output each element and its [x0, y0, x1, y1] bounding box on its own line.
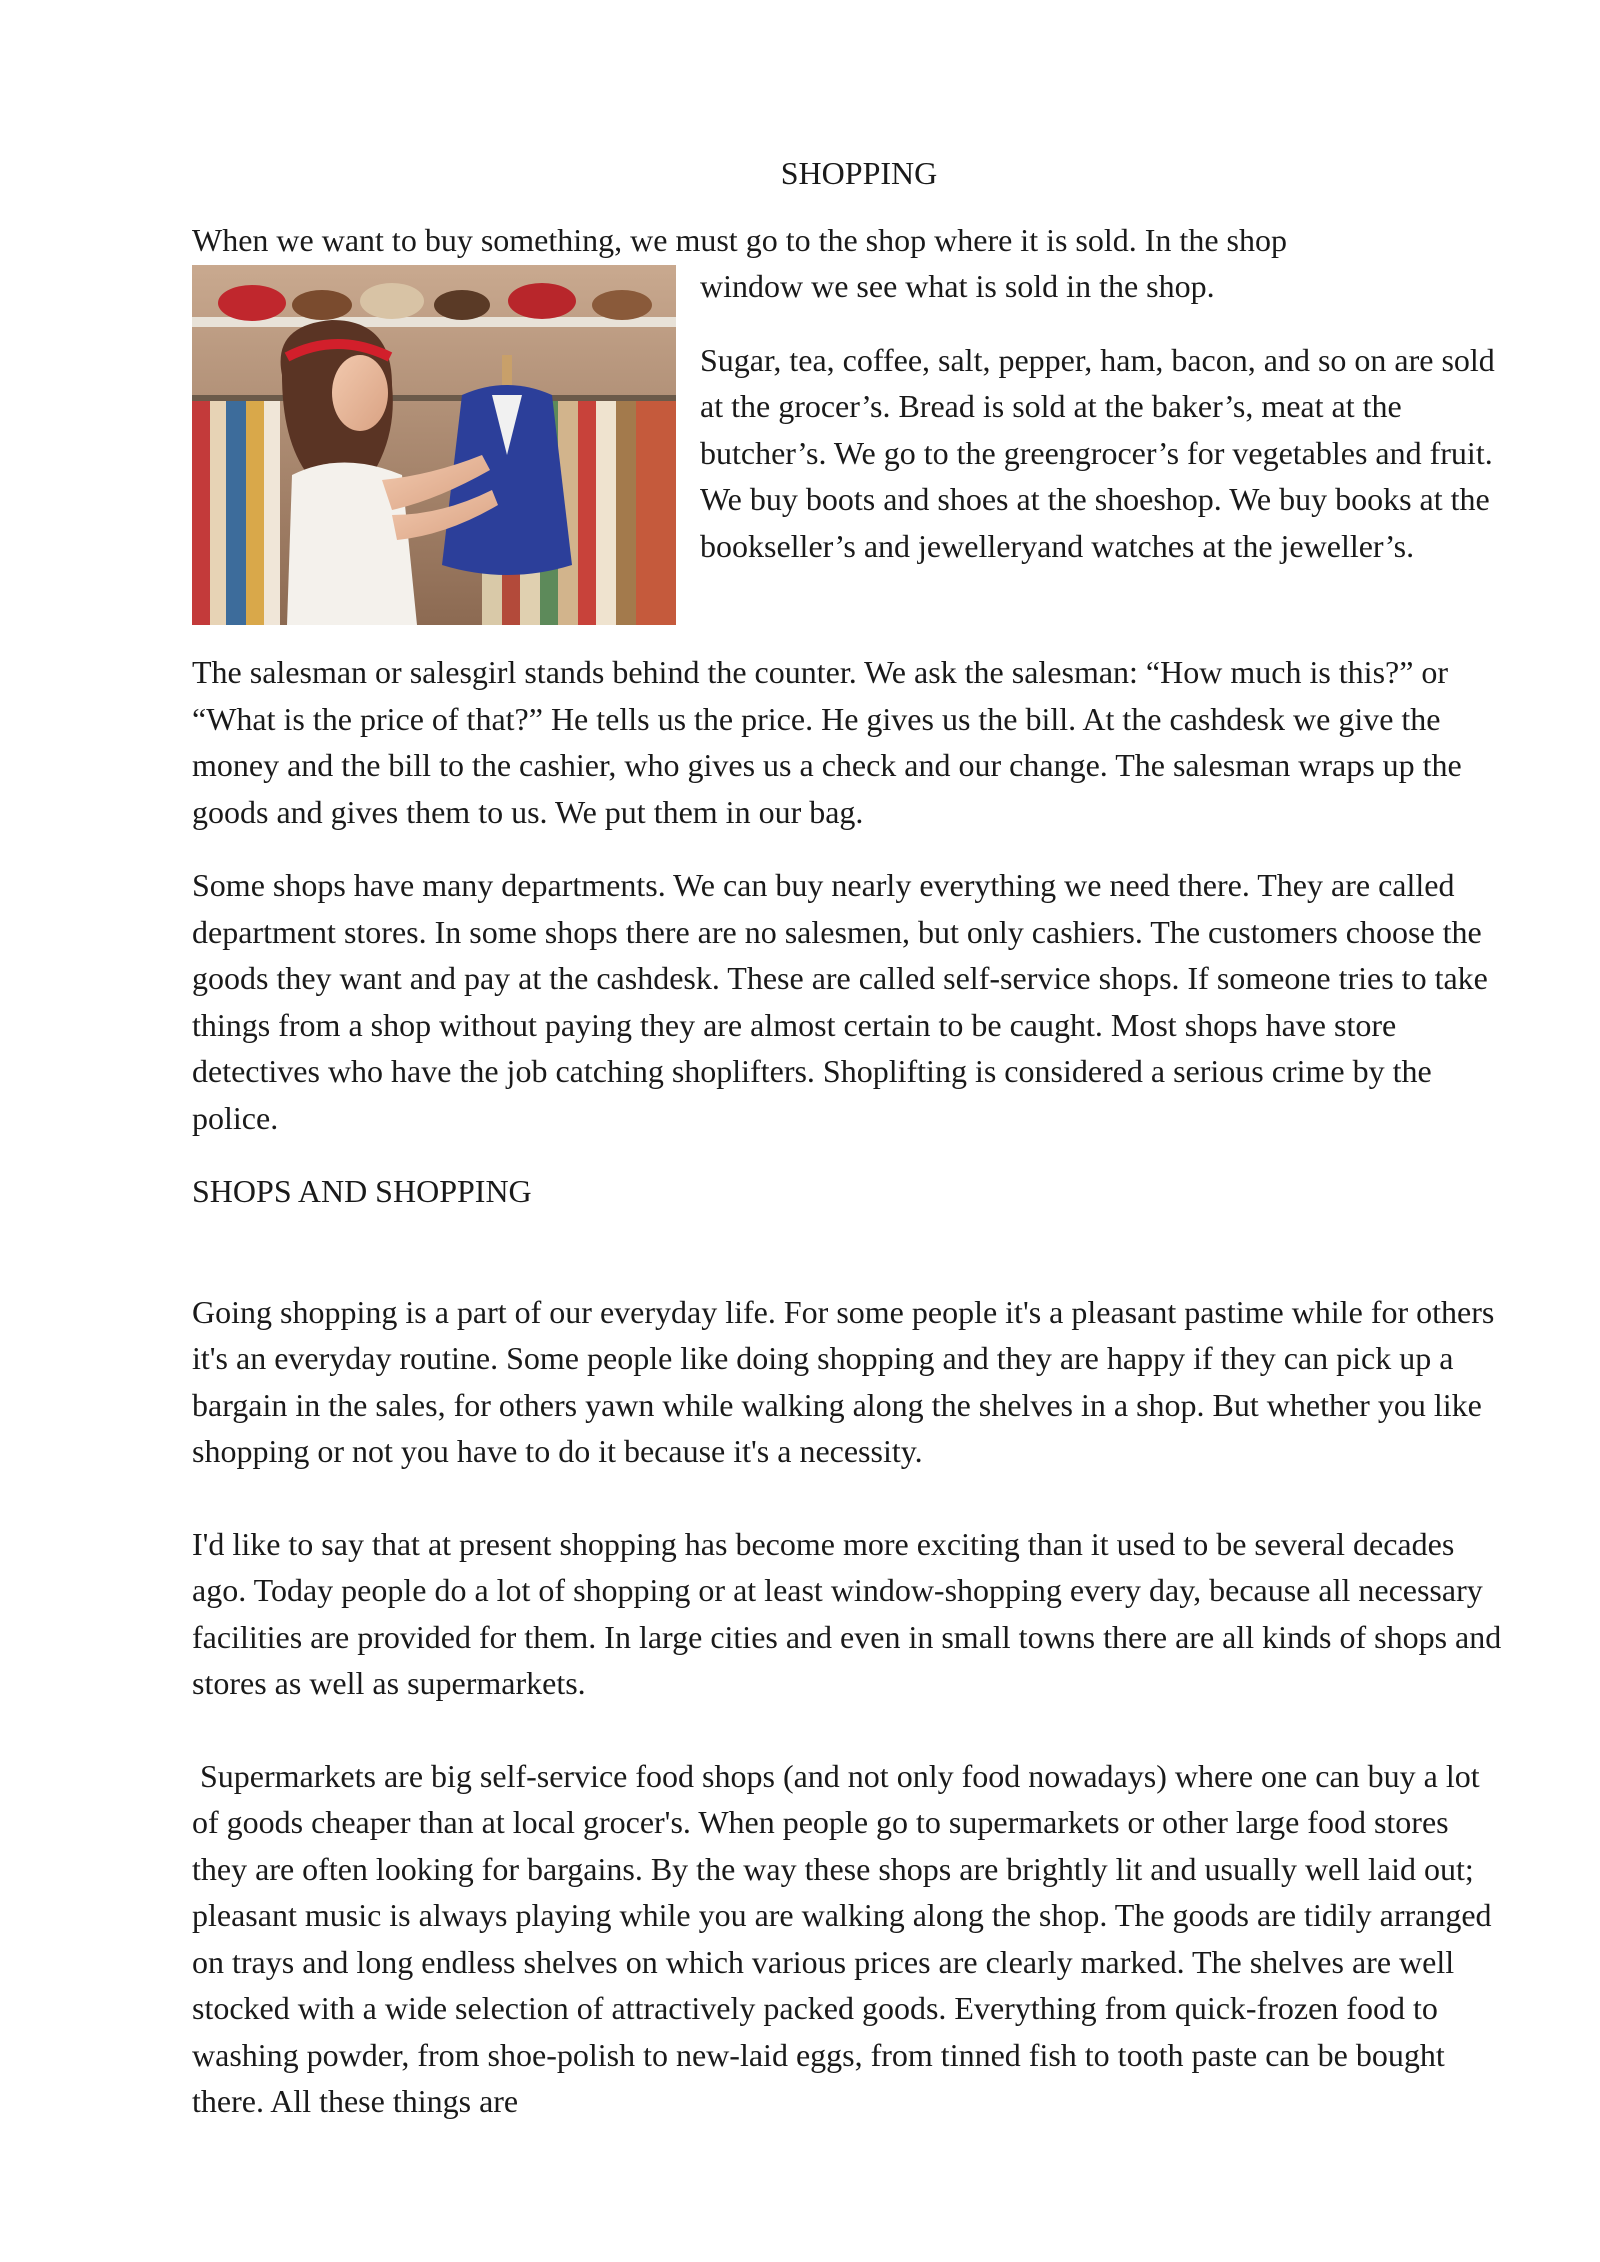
- intro-line: When we want to buy something, we must go to the shop where it is sold. In the shop: [192, 221, 1287, 258]
- document-title: SHOPPING: [780, 155, 938, 191]
- section-paragraph: I'd like to say that at present shopping has become more exciting than it used to be several decades ago. Today people do a lot of shopping or at least window-shopping every day, because all necessary facilities are provided for them. In large cities and even in small towns there are all kinds of shops and stores as well as supermarkets.: [192, 1525, 1502, 1701]
- photo-side-text: [700, 263, 1502, 569]
- body-paragraph: Some shops have many departments. We can buy nearly everything we need there. They are called department stores. In some shops there are no salesmen, but only cashiers. The customers choose the goods they want and pay at the cashdesk. These are called self-service shops. If someone tries to take things from a shop without paying they are almost certain to be caught. Most shops have store detectives who have the job catching shoplifters. Shoplifting is considered a serious crime by the police.: [192, 867, 1488, 1136]
- body-paragraph: The salesman or salesgirl stands behind the counter. We ask the salesman: “How much is this?” or “What is the price of that?” He tells us the price. He gives us the bill. At the cashdesk we give the money and the bill to the cashier, who gives us a check and our change. The salesman wraps up the goods and gives them to us. We put them in our bag.: [192, 654, 1462, 830]
- section-paragraph: Going shopping is a part of our everyday life. For some people it's a pleasant pastime while for others it's an everyday routine. Some people like doing shopping and they are happy if they can pick up a bargain in the sales, for others yawn while walking along the shelves in a shop. But whether you like shopping or not you have to do it because it's a necessity.: [192, 1293, 1495, 1469]
- section-paragraph: Supermarkets are big self-service food shops (and not only food nowadays) where one can buy a lot of goods cheaper than at local grocer's. When people go to supermarkets or other large food stores they are often looking for bargains. By the way these shops are brightly lit and usually well laid out; pleasant music is always playing while you are walking along the shop. The goods are tidily arranged on trays and long endless shelves on which various prices are clearly marked. The shelves are well stocked with a wide selection of attractively packed goods. Everything from quick-frozen food to washing powder, from shoe-polish to new-laid eggs, from tinned fish to tooth paste can be bought there. All these things are: [192, 1757, 1500, 2119]
- document-page: [192, 150, 1502, 2125]
- side-paragraph: Sugar, tea, coffee, salt, pepper, ham, bacon, and so on are sold at the grocer’s. Bread is sold at the baker’s, meat at the butcher’s. We go to the greengrocer’s for vegetables and fruit. We buy boots and shoes at the shoeshop. We buy books at the bookseller’s and jewelleryand watches at the jeweller’s.: [700, 341, 1495, 564]
- section-title: SHOPS AND SHOPPING: [192, 1173, 532, 1209]
- woman-shopping-clothes-photo: [192, 265, 676, 625]
- side-paragraph: window we see what is sold in the shop.: [700, 268, 1215, 304]
